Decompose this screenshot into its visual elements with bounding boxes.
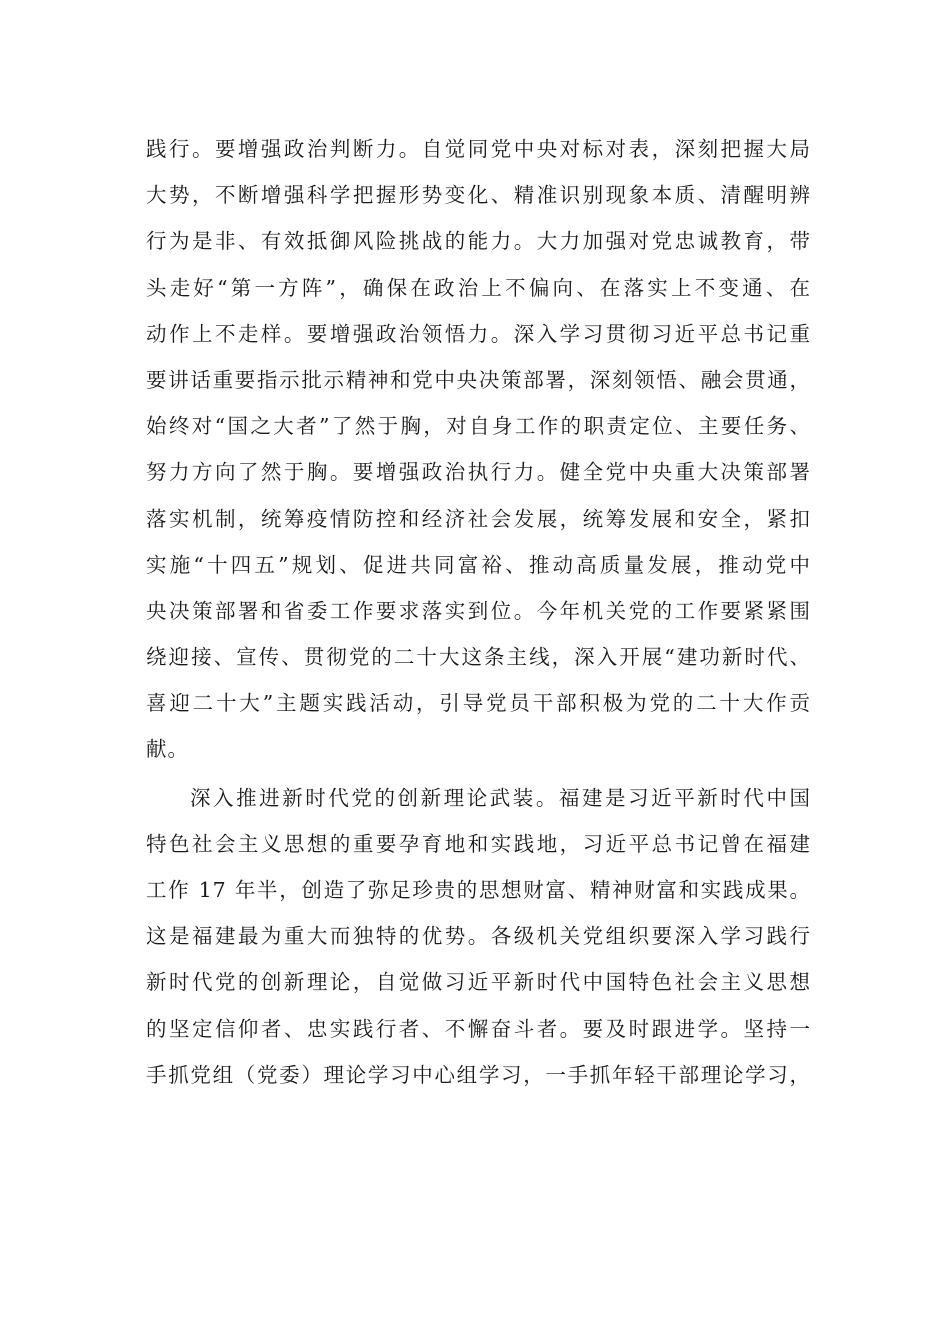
text-line: 头走好“第一方阵”，确保在政治上不偏向、在落实上不变通、在 bbox=[146, 275, 811, 300]
paragraph-innovation-theory bbox=[146, 775, 811, 1098]
text-line: 献。 bbox=[146, 737, 189, 762]
text-line: 喜迎二十大”主题实践活动，引导党员干部积极为党的二十大作贡 bbox=[146, 691, 811, 716]
text-line: 实施“十四五”规划、促进共同富裕、推动高质量发展，推动党中 bbox=[146, 552, 811, 577]
text-line: 央决策部署和省委工作要求落实到位。今年机关党的工作要紧紧围 bbox=[146, 598, 811, 623]
text-line: 的坚定信仰者、忠实践行者、不懈奋斗者。要及时跟进学。坚持一 bbox=[146, 1016, 811, 1041]
text-line: 新时代党的创新理论，自觉做习近平新时代中国特色社会主义思想 bbox=[146, 970, 811, 995]
text-line: 特色社会主义思想的重要孕育地和实践地，习近平总书记曾在福建 bbox=[146, 831, 811, 856]
text-line: 践行。要增强政治判断力。自觉同党中央对标对表，深刻把握大局 bbox=[146, 137, 811, 161]
text-line: 努力方向了然于胸。要增强政治执行力。健全党中央重大决策部署 bbox=[146, 460, 811, 485]
text-line: 绕迎接、宣传、贯彻党的二十大这条主线，深入开展“建功新时代、 bbox=[146, 645, 811, 670]
text-line: 动作上不走样。要增强政治领悟力。深入学习贯彻习近平总书记重 bbox=[146, 321, 811, 346]
text-line: 行为是非、有效抵御风险挑战的能力。大力加强对党忠诚教育，带 bbox=[146, 229, 811, 254]
paragraph-political-ability bbox=[146, 126, 811, 773]
text-line: 深入推进新时代党的创新理论武装。福建是习近平新时代中国 bbox=[190, 785, 811, 810]
text-line: 手抓党组（党委）理论学习中心组学习，一手抓年轻干部理论学习， bbox=[146, 1062, 811, 1087]
text-line: 始终对“国之大者”了然于胸，对自身工作的职责定位、主要任务、 bbox=[146, 414, 811, 439]
text-line: 要讲话重要指示批示精神和党中央决策部署，深刻领悟、融会贯通， bbox=[146, 367, 811, 392]
text-line: 这是福建最为重大而独特的优势。各级机关党组织要深入学习践行 bbox=[146, 924, 811, 949]
text-line: 工作 17 年半，创造了弥足珍贵的思想财富、精神财富和实践成果。 bbox=[146, 878, 811, 902]
text-line: 落实机制，统筹疫情防控和经济社会发展，统筹发展和安全，紧扣 bbox=[146, 506, 811, 531]
text-line: 大势，不断增强科学把握形势变化、精准识别现象本质、清醒明辨 bbox=[146, 183, 811, 208]
document-body bbox=[146, 126, 811, 1098]
